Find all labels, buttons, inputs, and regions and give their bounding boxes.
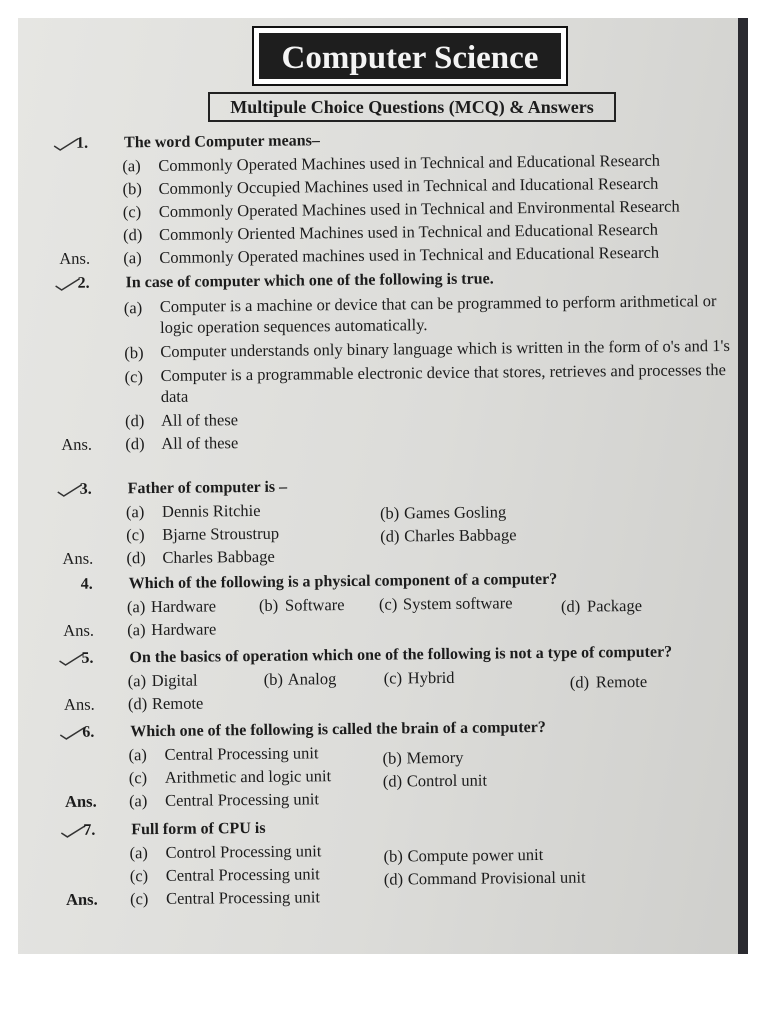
option-label: (b) xyxy=(122,179,142,199)
option-label: (c) xyxy=(383,668,403,688)
option-label: (c) xyxy=(128,768,148,788)
question-number: 4. xyxy=(80,575,93,593)
option-a xyxy=(60,290,748,339)
page-subtitle: Multipule Choice Questions (MCQ) & Answers xyxy=(208,92,616,122)
option-text: Commonly Operated Machines used in Technical and Environmental Research xyxy=(158,196,680,221)
question-text: The word Computer means– xyxy=(124,132,320,152)
option-label: (c) xyxy=(124,367,143,387)
option-text: Arithmetic and logic unit xyxy=(164,766,332,787)
question-text: Which of the following is a physical component of a computer? xyxy=(128,570,558,593)
option-text: Charles Babbage xyxy=(404,525,517,546)
question-number: 1. xyxy=(76,134,89,152)
option-label: (b) xyxy=(383,846,403,866)
answer-prefix: Ans. xyxy=(59,248,91,268)
option-text: Computer is a programmable electronic device that stores, retrieves and processes the data xyxy=(160,360,726,406)
question-text: Which one of the following is called the brain of a computer? xyxy=(130,718,546,741)
answer-prefix: Ans. xyxy=(62,548,94,568)
answer-prefix: Ans. xyxy=(63,694,95,714)
option-label: (b) xyxy=(382,748,402,768)
page-title: Computer Science xyxy=(259,33,561,79)
option-c xyxy=(60,359,748,408)
question-3 xyxy=(62,471,748,573)
option-text: Computer understands only binary language which is written in the form of o's and 1's xyxy=(160,335,730,361)
question-number: 6. xyxy=(82,723,95,741)
answer-text: Central Processing unit xyxy=(164,789,320,810)
question-6 xyxy=(64,714,748,819)
option-label: (a) xyxy=(122,156,141,176)
answer-label: (d) xyxy=(127,694,148,714)
answer-label: (a) xyxy=(128,791,148,811)
option-text: Central Processing unit xyxy=(164,743,319,764)
answer-label: (c) xyxy=(129,889,149,909)
question-7 xyxy=(65,812,748,915)
answer-label: (d) xyxy=(125,434,145,454)
question-number: 7. xyxy=(83,821,96,839)
option-text: System software xyxy=(402,593,513,614)
question-4 xyxy=(63,566,748,647)
option-label: (a) xyxy=(126,597,146,617)
option-label: (c) xyxy=(122,202,142,222)
answer-text: Charles Babbage xyxy=(162,546,275,567)
question-text: Full form of CPU is xyxy=(131,819,266,839)
answer-text: All of these xyxy=(161,433,239,453)
option-label: (b) xyxy=(124,343,144,363)
option-label: (c) xyxy=(378,594,398,614)
question-text: On the basics of operation which one of the following is not a type of computer? xyxy=(129,643,673,667)
option-label: (c) xyxy=(129,866,149,886)
answer-label: (d) xyxy=(126,548,146,568)
option-b xyxy=(60,335,748,363)
option-text: Remote xyxy=(595,671,648,692)
option-text: Software xyxy=(284,595,345,615)
option-label: (a) xyxy=(127,671,147,691)
option-label: (d) xyxy=(560,596,581,616)
option-label: (a) xyxy=(129,843,148,863)
option-label: (b) xyxy=(263,669,284,689)
question-number: 2. xyxy=(77,274,90,292)
option-label: (a) xyxy=(123,298,143,318)
option-text: Dennis Ritchie xyxy=(161,500,261,521)
answer-prefix: Ans. xyxy=(63,620,95,640)
option-text: Hardware xyxy=(150,596,217,617)
question-text: In case of computer which one of the following is true. xyxy=(125,270,494,292)
option-text: Control unit xyxy=(406,770,488,791)
question-text: Father of computer is – xyxy=(127,478,288,498)
option-label: (d) xyxy=(569,672,590,692)
answer-prefix: Ans. xyxy=(64,791,97,811)
option-text: Memory xyxy=(406,747,464,768)
option-text: Hybrid xyxy=(407,667,455,688)
option-text: Analog xyxy=(287,669,337,689)
option-text: Bjarne Stroustrup xyxy=(162,523,280,544)
option-text: Control Processing unit xyxy=(165,841,322,862)
option-text: Games Gosling xyxy=(403,502,507,523)
title-frame xyxy=(252,26,568,86)
option-text: Computer is a machine or device that can be programmed to perform arithmetical or logic operation sequences automatically. xyxy=(159,291,717,337)
question-list xyxy=(58,125,748,915)
answer-prefix: Ans. xyxy=(65,889,98,909)
answer-text: Hardware xyxy=(151,619,217,640)
option-text: Commonly Operated Machines used in Technical and Educational Research xyxy=(158,150,661,175)
question-5 xyxy=(63,640,748,721)
option-label: (d) xyxy=(383,869,404,889)
option-label: (b) xyxy=(379,503,400,523)
question-2 xyxy=(59,265,748,478)
answer-text: Remote xyxy=(151,693,204,714)
option-label: (a) xyxy=(128,745,147,765)
option-text: Digital xyxy=(151,670,198,691)
answer-text: Central Processing unit xyxy=(165,887,321,908)
question-number: 5. xyxy=(81,649,94,667)
option-label: (d) xyxy=(382,771,403,791)
option-label: (c) xyxy=(126,525,145,545)
answer-prefix: Ans. xyxy=(61,434,93,454)
option-label: (d) xyxy=(380,526,400,546)
option-text: Compute power unit xyxy=(407,844,544,866)
option-label: (b) xyxy=(258,595,279,615)
option-text: Central Processing unit xyxy=(165,864,320,885)
book-page-photo xyxy=(18,18,748,954)
option-label: (d) xyxy=(122,225,143,245)
answer-label: (a) xyxy=(123,248,142,268)
option-text: Commonly Oriented Machines used in Technical and Educational Research xyxy=(158,219,659,244)
option-text: Package xyxy=(586,595,643,616)
option-text: All of these xyxy=(160,410,239,430)
option-text: Command Provisional unit xyxy=(407,867,586,889)
answer-label: (a) xyxy=(127,620,146,640)
option-text: Commonly Occupied Machines used in Technical and Iducational Research xyxy=(158,173,659,198)
option-label: (d) xyxy=(124,411,145,431)
option-label: (a) xyxy=(125,502,145,522)
answer-text: Commonly Operated machines used in Technical and Educational Research xyxy=(159,242,660,267)
question-1 xyxy=(58,125,748,272)
question-number: 3. xyxy=(79,480,92,498)
